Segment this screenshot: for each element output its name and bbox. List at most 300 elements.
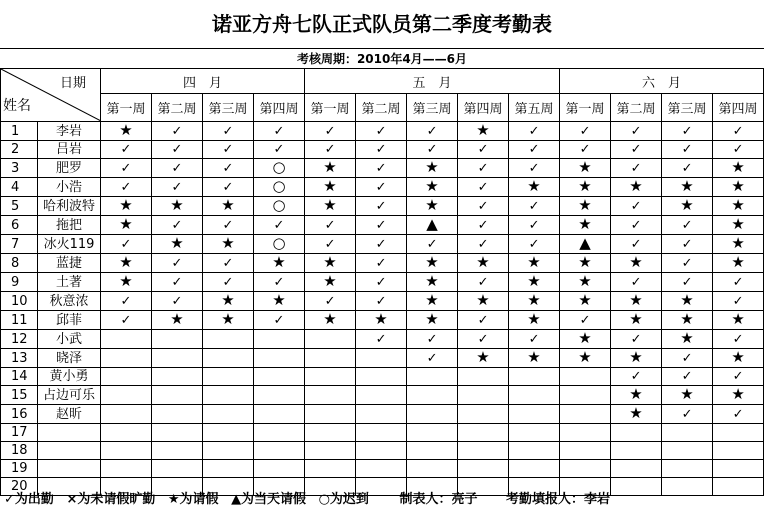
- attendance-cell: [713, 368, 764, 386]
- month-header: 六 月: [560, 69, 764, 94]
- attendance-cell: [152, 368, 203, 386]
- attendance-cell: [254, 330, 305, 349]
- leave-mark: ★: [221, 196, 235, 214]
- present-mark: ✓: [171, 217, 183, 233]
- present-mark: ✓: [477, 217, 489, 233]
- attendance-cell: [407, 292, 458, 311]
- present-mark: ✓: [630, 142, 642, 157]
- same-day-leave-mark: ▲: [579, 234, 591, 252]
- present-mark: ✓: [477, 142, 489, 157]
- present-mark: ✓: [426, 350, 438, 366]
- attendance-cell: [407, 273, 458, 292]
- attendance-cell: [713, 478, 764, 496]
- legend-present: ✓为出勤: [4, 492, 54, 507]
- present-mark: ✓: [120, 236, 132, 252]
- attendance-cell: [101, 460, 152, 478]
- member-row: [1, 349, 764, 368]
- member-name: 晓泽: [38, 349, 101, 368]
- attendance-cell: [203, 159, 254, 178]
- leave-mark: ★: [680, 385, 694, 403]
- attendance-cell: [713, 311, 764, 330]
- leave-mark: ★: [527, 348, 541, 366]
- leave-mark: ★: [425, 291, 439, 309]
- present-mark: ✓: [528, 198, 540, 214]
- leave-mark: ★: [731, 158, 745, 176]
- attendance-cell: [560, 273, 611, 292]
- row-number: 1: [1, 122, 38, 141]
- week-header: 第四周: [458, 94, 509, 122]
- present-mark: ✓: [273, 142, 285, 157]
- leave-mark: ★: [578, 291, 592, 309]
- month-header: 四 月: [101, 69, 305, 94]
- week-header: 第二周: [611, 94, 662, 122]
- attendance-cell: [305, 178, 356, 197]
- attendance-cell: [254, 442, 305, 460]
- week-header: 第一周: [101, 94, 152, 122]
- present-mark: ✓: [171, 179, 183, 195]
- attendance-cell: [458, 311, 509, 330]
- table-maker: 制表人：亮子: [399, 492, 478, 507]
- present-mark: ✓: [222, 160, 234, 176]
- same-day-leave-mark: ▲: [426, 215, 438, 233]
- attendance-cell: [509, 216, 560, 235]
- member-name: 秋意浓: [38, 292, 101, 311]
- leave-mark: ★: [731, 234, 745, 252]
- leave-mark: ★: [731, 310, 745, 328]
- attendance-cell: [101, 424, 152, 442]
- attendance-cell: [560, 349, 611, 368]
- attendance-cell: [203, 197, 254, 216]
- attendance-cell: [356, 235, 407, 254]
- attendance-cell: [560, 122, 611, 141]
- attendance-cell: [713, 141, 764, 159]
- attendance-cell: [254, 424, 305, 442]
- leave-mark: ★: [629, 404, 643, 422]
- legend-leave: ★为请假: [167, 492, 219, 507]
- attendance-cell: [458, 273, 509, 292]
- attendance-cell: [305, 197, 356, 216]
- member-row: [1, 405, 764, 424]
- present-mark: ✓: [477, 312, 489, 328]
- late-mark: ○: [272, 158, 286, 176]
- present-mark: ✓: [528, 331, 540, 347]
- attendance-cell: [254, 235, 305, 254]
- attendance-cell: [254, 178, 305, 197]
- attendance-cell: [305, 405, 356, 424]
- attendance-cell: [203, 235, 254, 254]
- attendance-cell: [713, 405, 764, 424]
- member-row: [1, 292, 764, 311]
- present-mark: ✓: [426, 142, 438, 157]
- attendance-cell: [662, 178, 713, 197]
- attendance-cell: [611, 122, 662, 141]
- attendance-cell: [509, 405, 560, 424]
- attendance-cell: [662, 311, 713, 330]
- attendance-cell: [458, 141, 509, 159]
- row-number: 19: [1, 460, 38, 478]
- leave-mark: ★: [731, 385, 745, 403]
- leave-mark: ★: [731, 177, 745, 195]
- attendance-cell: [305, 424, 356, 442]
- present-mark: ✓: [630, 123, 642, 139]
- present-mark: ✓: [630, 160, 642, 176]
- attendance-cell: [356, 254, 407, 273]
- member-name: 小武: [38, 330, 101, 349]
- attendance-cell: [713, 235, 764, 254]
- attendance-cell: [203, 292, 254, 311]
- member-name: 拖把: [38, 216, 101, 235]
- attendance-cell: [458, 424, 509, 442]
- member-name: 肥罗: [38, 159, 101, 178]
- attendance-cell: [305, 386, 356, 405]
- attendance-cell: [254, 460, 305, 478]
- leave-mark: ★: [731, 253, 745, 271]
- attendance-cell: [407, 442, 458, 460]
- leave-mark: ★: [731, 196, 745, 214]
- attendance-cell: [407, 254, 458, 273]
- leave-mark: ★: [272, 253, 286, 271]
- attendance-cell: [356, 386, 407, 405]
- attendance-cell: [509, 330, 560, 349]
- attendance-cell: [611, 405, 662, 424]
- present-mark: ✓: [477, 274, 489, 290]
- attendance-cell: [101, 405, 152, 424]
- present-mark: ✓: [681, 274, 693, 290]
- late-mark: ○: [272, 234, 286, 252]
- attendance-cell: [560, 197, 611, 216]
- present-mark: ✓: [477, 331, 489, 347]
- present-mark: ✓: [732, 274, 744, 290]
- attendance-cell: [356, 216, 407, 235]
- member-row: [1, 330, 764, 349]
- leave-mark: ★: [527, 310, 541, 328]
- attendance-cell: [203, 311, 254, 330]
- present-mark: ✓: [375, 123, 387, 139]
- attendance-cell: [509, 368, 560, 386]
- attendance-cell: [560, 159, 611, 178]
- present-mark: ✓: [630, 331, 642, 347]
- leave-mark: ★: [323, 158, 337, 176]
- attendance-cell: [407, 460, 458, 478]
- attendance-table: [0, 68, 764, 496]
- present-mark: ✓: [222, 142, 234, 157]
- attendance-cell: [662, 386, 713, 405]
- member-row: [1, 442, 764, 460]
- leave-mark: ★: [425, 310, 439, 328]
- attendance-cell: [101, 311, 152, 330]
- attendance-cell: [356, 141, 407, 159]
- leave-mark: ★: [323, 253, 337, 271]
- attendance-cell: [152, 141, 203, 159]
- attendance-cell: [509, 311, 560, 330]
- attendance-cell: [305, 159, 356, 178]
- attendance-cell: [713, 349, 764, 368]
- attendance-cell: [356, 368, 407, 386]
- present-mark: ✓: [171, 274, 183, 290]
- member-row: [1, 368, 764, 386]
- sheet-title: 诺亚方舟七队正式队员第二季度考勤表: [212, 12, 552, 36]
- attendance-reporter: 考勤填报人：李岩: [506, 492, 611, 507]
- attendance-cell: [305, 254, 356, 273]
- attendance-cell: [152, 386, 203, 405]
- attendance-cell: [152, 178, 203, 197]
- row-number: 20: [1, 478, 38, 496]
- present-mark: ✓: [681, 142, 693, 157]
- present-mark: ✓: [477, 179, 489, 195]
- attendance-cell: [101, 254, 152, 273]
- attendance-cell: [560, 460, 611, 478]
- member-name: 邱菲: [38, 311, 101, 330]
- member-name: 赵昕: [38, 405, 101, 424]
- attendance-cell: [203, 386, 254, 405]
- attendance-cell: [560, 254, 611, 273]
- attendance-cell: [662, 122, 713, 141]
- leave-mark: ★: [272, 291, 286, 309]
- attendance-cell: [356, 442, 407, 460]
- present-mark: ✓: [171, 293, 183, 309]
- leave-mark: ★: [425, 158, 439, 176]
- present-mark: ✓: [681, 123, 693, 139]
- attendance-cell: [152, 442, 203, 460]
- week-header: 第二周: [152, 94, 203, 122]
- legend-late: ○为迟到: [318, 492, 369, 507]
- present-mark: ✓: [222, 179, 234, 195]
- present-mark: ✓: [681, 217, 693, 233]
- attendance-cell: [152, 216, 203, 235]
- attendance-cell: [407, 122, 458, 141]
- attendance-cell: [203, 460, 254, 478]
- attendance-cell: [560, 442, 611, 460]
- row-number: 8: [1, 254, 38, 273]
- leave-mark: ★: [680, 291, 694, 309]
- attendance-cell: [254, 405, 305, 424]
- attendance-cell: [458, 292, 509, 311]
- leave-mark: ★: [323, 177, 337, 195]
- leave-mark: ★: [476, 121, 490, 139]
- attendance-cell: [407, 141, 458, 159]
- row-number: 4: [1, 178, 38, 197]
- attendance-cell: [101, 159, 152, 178]
- row-number: 11: [1, 311, 38, 330]
- row-number: 17: [1, 424, 38, 442]
- present-mark: ✓: [375, 142, 387, 157]
- leave-mark: ★: [527, 253, 541, 271]
- attendance-cell: [509, 273, 560, 292]
- attendance-cell: [203, 273, 254, 292]
- leave-mark: ★: [170, 196, 184, 214]
- member-row: [1, 216, 764, 235]
- row-number: 3: [1, 159, 38, 178]
- present-mark: ✓: [579, 312, 591, 328]
- member-name: [38, 424, 101, 442]
- present-mark: ✓: [120, 142, 132, 157]
- attendance-cell: [611, 442, 662, 460]
- present-mark: ✓: [171, 255, 183, 271]
- present-mark: ✓: [681, 369, 693, 384]
- attendance-cell: [560, 330, 611, 349]
- present-mark: ✓: [375, 274, 387, 290]
- attendance-cell: [662, 141, 713, 159]
- leave-mark: ★: [527, 272, 541, 290]
- present-mark: ✓: [375, 331, 387, 347]
- present-mark: ✓: [630, 217, 642, 233]
- attendance-cell: [662, 424, 713, 442]
- attendance-cell: [662, 460, 713, 478]
- present-mark: ✓: [681, 255, 693, 271]
- attendance-cell: [254, 273, 305, 292]
- leave-mark: ★: [629, 291, 643, 309]
- attendance-cell: [560, 216, 611, 235]
- month-header: 五 月: [305, 69, 560, 94]
- attendance-cell: [713, 216, 764, 235]
- attendance-cell: [356, 292, 407, 311]
- member-row: [1, 424, 764, 442]
- member-row: [1, 235, 764, 254]
- attendance-cell: [611, 386, 662, 405]
- leave-mark: ★: [629, 310, 643, 328]
- week-header: 第五周: [509, 94, 560, 122]
- present-mark: ✓: [630, 274, 642, 290]
- attendance-cell: [152, 197, 203, 216]
- leave-mark: ★: [476, 253, 490, 271]
- attendance-cell: [611, 178, 662, 197]
- present-mark: ✓: [375, 179, 387, 195]
- attendance-cell: [152, 292, 203, 311]
- week-header: 第四周: [254, 94, 305, 122]
- attendance-cell: [101, 235, 152, 254]
- row-number: 10: [1, 292, 38, 311]
- present-mark: ✓: [630, 236, 642, 252]
- member-name: 小浩: [38, 178, 101, 197]
- attendance-cell: [356, 405, 407, 424]
- present-mark: ✓: [222, 217, 234, 233]
- attendance-cell: [407, 386, 458, 405]
- present-mark: ✓: [273, 123, 285, 139]
- leave-mark: ★: [578, 196, 592, 214]
- member-row: [1, 254, 764, 273]
- leave-mark: ★: [731, 348, 745, 366]
- attendance-cell: [407, 330, 458, 349]
- attendance-cell: [662, 478, 713, 496]
- attendance-cell: [458, 216, 509, 235]
- member-name: 冰火119: [38, 235, 101, 254]
- attendance-cell: [152, 424, 203, 442]
- attendance-cell: [356, 330, 407, 349]
- attendance-cell: [713, 460, 764, 478]
- member-row: [1, 141, 764, 159]
- leave-mark: ★: [119, 272, 133, 290]
- attendance-cell: [560, 292, 611, 311]
- row-number: 6: [1, 216, 38, 235]
- attendance-cell: [101, 273, 152, 292]
- present-mark: ✓: [375, 160, 387, 176]
- present-mark: ✓: [477, 198, 489, 214]
- attendance-cell: [407, 235, 458, 254]
- present-mark: ✓: [579, 123, 591, 139]
- attendance-cell: [560, 368, 611, 386]
- attendance-cell: [509, 442, 560, 460]
- attendance-cell: [509, 349, 560, 368]
- attendance-cell: [356, 460, 407, 478]
- row-number: 7: [1, 235, 38, 254]
- present-mark: ✓: [324, 123, 336, 139]
- leave-mark: ★: [629, 177, 643, 195]
- row-number: 13: [1, 349, 38, 368]
- attendance-cell: [560, 424, 611, 442]
- attendance-cell: [662, 349, 713, 368]
- member-row: [1, 122, 764, 141]
- present-mark: ✓: [681, 406, 693, 422]
- present-mark: ✓: [477, 236, 489, 252]
- attendance-cell: [662, 330, 713, 349]
- attendance-cell: [560, 405, 611, 424]
- present-mark: ✓: [324, 236, 336, 252]
- attendance-cell: [611, 273, 662, 292]
- attendance-cell: [203, 405, 254, 424]
- leave-mark: ★: [578, 177, 592, 195]
- attendance-cell: [305, 368, 356, 386]
- attendance-cell: [152, 159, 203, 178]
- leave-mark: ★: [680, 310, 694, 328]
- present-mark: ✓: [528, 236, 540, 252]
- present-mark: ✓: [528, 123, 540, 139]
- attendance-cell: [152, 405, 203, 424]
- attendance-cell: [152, 330, 203, 349]
- week-header: 第三周: [662, 94, 713, 122]
- attendance-cell: [152, 254, 203, 273]
- attendance-cell: [662, 254, 713, 273]
- leave-mark: ★: [221, 310, 235, 328]
- present-mark: ✓: [732, 331, 744, 347]
- present-mark: ✓: [171, 123, 183, 139]
- present-mark: ✓: [171, 142, 183, 157]
- leave-mark: ★: [323, 310, 337, 328]
- late-mark: ○: [272, 196, 286, 214]
- leave-mark: ★: [323, 272, 337, 290]
- attendance-cell: [458, 442, 509, 460]
- leave-mark: ★: [221, 234, 235, 252]
- attendance-cell: [458, 235, 509, 254]
- leave-mark: ★: [119, 196, 133, 214]
- row-number: 15: [1, 386, 38, 405]
- attendance-cell: [458, 122, 509, 141]
- attendance-cell: [662, 442, 713, 460]
- attendance-cell: [611, 159, 662, 178]
- member-name: 李岩: [38, 122, 101, 141]
- attendance-cell: [152, 311, 203, 330]
- present-mark: ✓: [681, 236, 693, 252]
- attendance-cell: [662, 216, 713, 235]
- leave-mark: ★: [578, 253, 592, 271]
- attendance-cell: [305, 349, 356, 368]
- attendance-cell: [458, 460, 509, 478]
- attendance-cell: [713, 442, 764, 460]
- attendance-cell: [305, 292, 356, 311]
- attendance-cell: [611, 311, 662, 330]
- leave-mark: ★: [680, 177, 694, 195]
- name-label: 姓名: [3, 98, 31, 114]
- row-number: 12: [1, 330, 38, 349]
- attendance-cell: [611, 424, 662, 442]
- attendance-cell: [203, 330, 254, 349]
- attendance-cell: [509, 460, 560, 478]
- attendance-cell: [509, 178, 560, 197]
- present-mark: ✓: [681, 160, 693, 176]
- leave-mark: ★: [578, 329, 592, 347]
- week-header: 第四周: [713, 94, 764, 122]
- attendance-cell: [611, 197, 662, 216]
- present-mark: ✓: [120, 160, 132, 176]
